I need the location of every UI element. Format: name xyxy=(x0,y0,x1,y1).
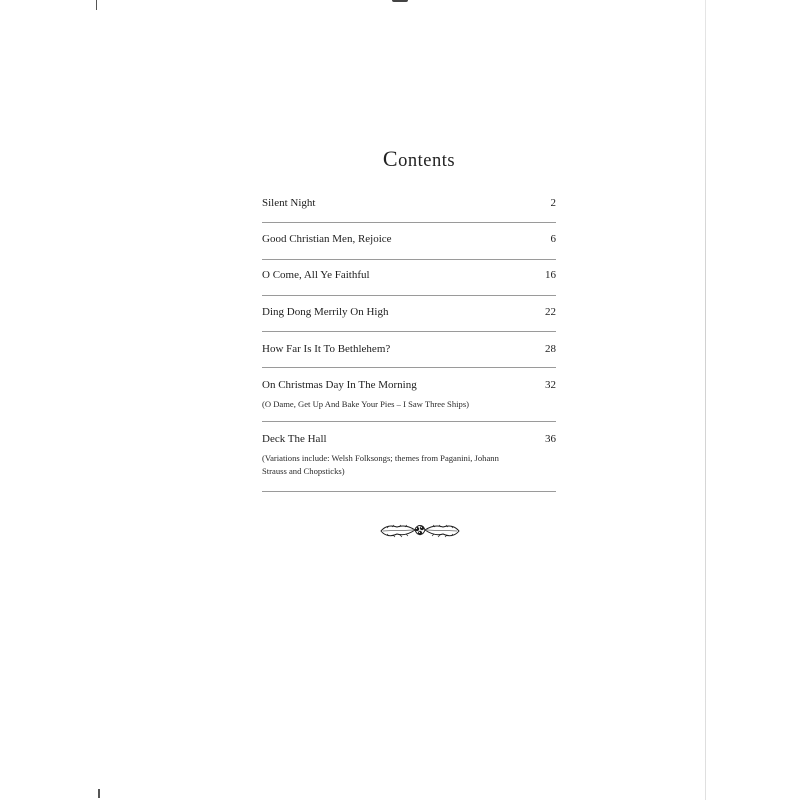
toc-divider xyxy=(262,491,556,492)
toc-divider xyxy=(262,222,556,223)
toc-divider xyxy=(262,421,556,422)
toc-divider xyxy=(262,295,556,296)
toc-entry-title[interactable]: Deck The Hall xyxy=(262,433,327,445)
toc-entry-page[interactable]: 6 xyxy=(550,233,556,245)
toc-entry-page[interactable]: 22 xyxy=(545,306,556,318)
toc-entry-title[interactable]: O Come, All Ye Faithful xyxy=(262,269,370,281)
toc-entry-title[interactable]: Silent Night xyxy=(262,197,316,209)
scan-edge-mark xyxy=(392,0,408,2)
toc-divider xyxy=(262,367,556,368)
toc-entry-page[interactable]: 32 xyxy=(545,379,556,391)
toc-entry-subtitle: (O Dame, Get Up And Bake Your Pies – I Saw Three Ships) xyxy=(262,399,470,409)
scan-edge-mark xyxy=(96,0,97,10)
toc-divider xyxy=(262,259,556,260)
page-title xyxy=(0,146,800,172)
page-edge-line xyxy=(705,0,706,800)
toc-entry-title[interactable]: Good Christian Men, Rejoice xyxy=(262,233,392,245)
page-title-rest: ontents xyxy=(398,151,456,171)
toc-entry-title[interactable]: How Far Is It To Bethlehem? xyxy=(262,343,391,355)
holly-ornament-icon xyxy=(379,520,461,542)
toc-entry-subtitle: (Variations include: Welsh Folksongs; themes from Paganini, Johann Strauss and Chopsticks) xyxy=(262,453,499,476)
toc-entry-page[interactable]: 36 xyxy=(545,433,556,445)
toc-entry-page[interactable]: 2 xyxy=(550,197,556,209)
toc-entry-title[interactable]: On Christmas Day In The Morning xyxy=(262,379,417,391)
scan-edge-mark xyxy=(98,789,100,798)
toc-entry-page[interactable]: 16 xyxy=(545,269,556,281)
page-title-initial: C xyxy=(382,146,399,171)
toc-entry-title[interactable]: Ding Dong Merrily On High xyxy=(262,306,389,318)
toc-entry-page[interactable]: 28 xyxy=(545,343,556,355)
toc-divider xyxy=(262,331,556,332)
